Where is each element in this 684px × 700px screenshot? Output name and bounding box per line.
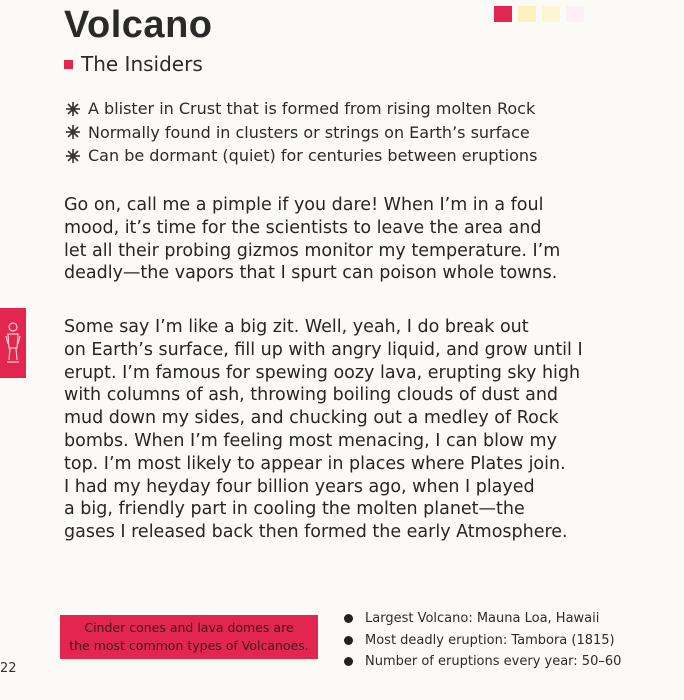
sparkle-icon (64, 147, 82, 165)
swatch-yellow (518, 6, 536, 22)
text-line: mood, it’s time for the scientists to leave the area and (64, 217, 542, 238)
stat-text: Number of eruptions every year: 50–60 (365, 654, 622, 669)
fact-item (64, 121, 537, 145)
text-line: a big, friendly part in cooling the molten planet—the (64, 499, 525, 520)
stat-text: Largest Volcano: Mauna Loa, Hawaii (365, 611, 600, 626)
stat-item (344, 608, 621, 630)
sparkle-icon (64, 100, 82, 118)
callout-line: Cinder cones and lava domes are (84, 620, 294, 635)
subtitle-text: The Insiders (81, 52, 203, 76)
stat-item (344, 651, 621, 673)
text-line: bombs. When I’m feeling most menacing, I can blow my (64, 430, 557, 451)
text-line: mud down my sides, and chucking out a medley of Rock (64, 408, 559, 429)
stats-list (344, 608, 621, 673)
bullet-dot-icon (344, 614, 353, 623)
swatch-cream (542, 6, 560, 22)
text-line: gases I released back then formed the early Atmosphere. (64, 522, 568, 543)
text-line: on Earth’s surface, fill up with angry liquid, and grow until I (64, 339, 583, 360)
text-line: erupt. I’m famous for spewing oozy lava, erupting sky high (64, 362, 581, 383)
text-line: Some say I’m like a big zit. Well, yeah, I do break out (64, 317, 529, 337)
text-line: Go on, call me a pimple if you dare! When I’m in a foul (64, 195, 544, 215)
page-title: Volcano (64, 4, 213, 46)
side-tab-figure (0, 308, 26, 378)
text-line: let all their probing gizmos monitor my temperature. I’m (64, 240, 561, 261)
subtitle-square-icon (64, 60, 73, 69)
text-line: I had my heyday four billion years ago, when I played (64, 476, 535, 497)
stat-item (344, 630, 621, 652)
paragraph-main (64, 316, 644, 544)
figure-icon (4, 320, 22, 366)
swatch-red (494, 6, 512, 22)
sparkle-icon (64, 123, 82, 141)
bullet-dot-icon (344, 636, 353, 645)
fact-item (64, 97, 537, 121)
fact-text: Normally found in clusters or strings on Earth’s surface (88, 122, 530, 142)
callout-box (60, 615, 318, 659)
text-line: top. I’m most likely to appear in places where Plates join. (64, 453, 566, 474)
bullet-dot-icon (344, 657, 353, 666)
text-line: deadly—the vapors that I spurt can poison whole towns. (64, 263, 558, 284)
fact-text: A blister in Crust that is formed from rising molten Rock (88, 99, 536, 118)
text-line: with columns of ash, throwing boiling clouds of dust and (64, 385, 559, 406)
fact-item (64, 144, 537, 168)
page-number: 22 (0, 661, 17, 676)
fact-list (64, 97, 537, 168)
paragraph-intro (64, 194, 644, 285)
color-swatches (494, 6, 584, 22)
stat-text: Most deadly eruption: Tambora (1815) (365, 632, 615, 648)
page-subtitle (64, 52, 203, 76)
callout-line: the most common types of Volcanoes. (69, 638, 309, 653)
fact-text: Can be dormant (quiet) for centuries between eruptions (88, 146, 538, 165)
swatch-pink (566, 6, 584, 22)
